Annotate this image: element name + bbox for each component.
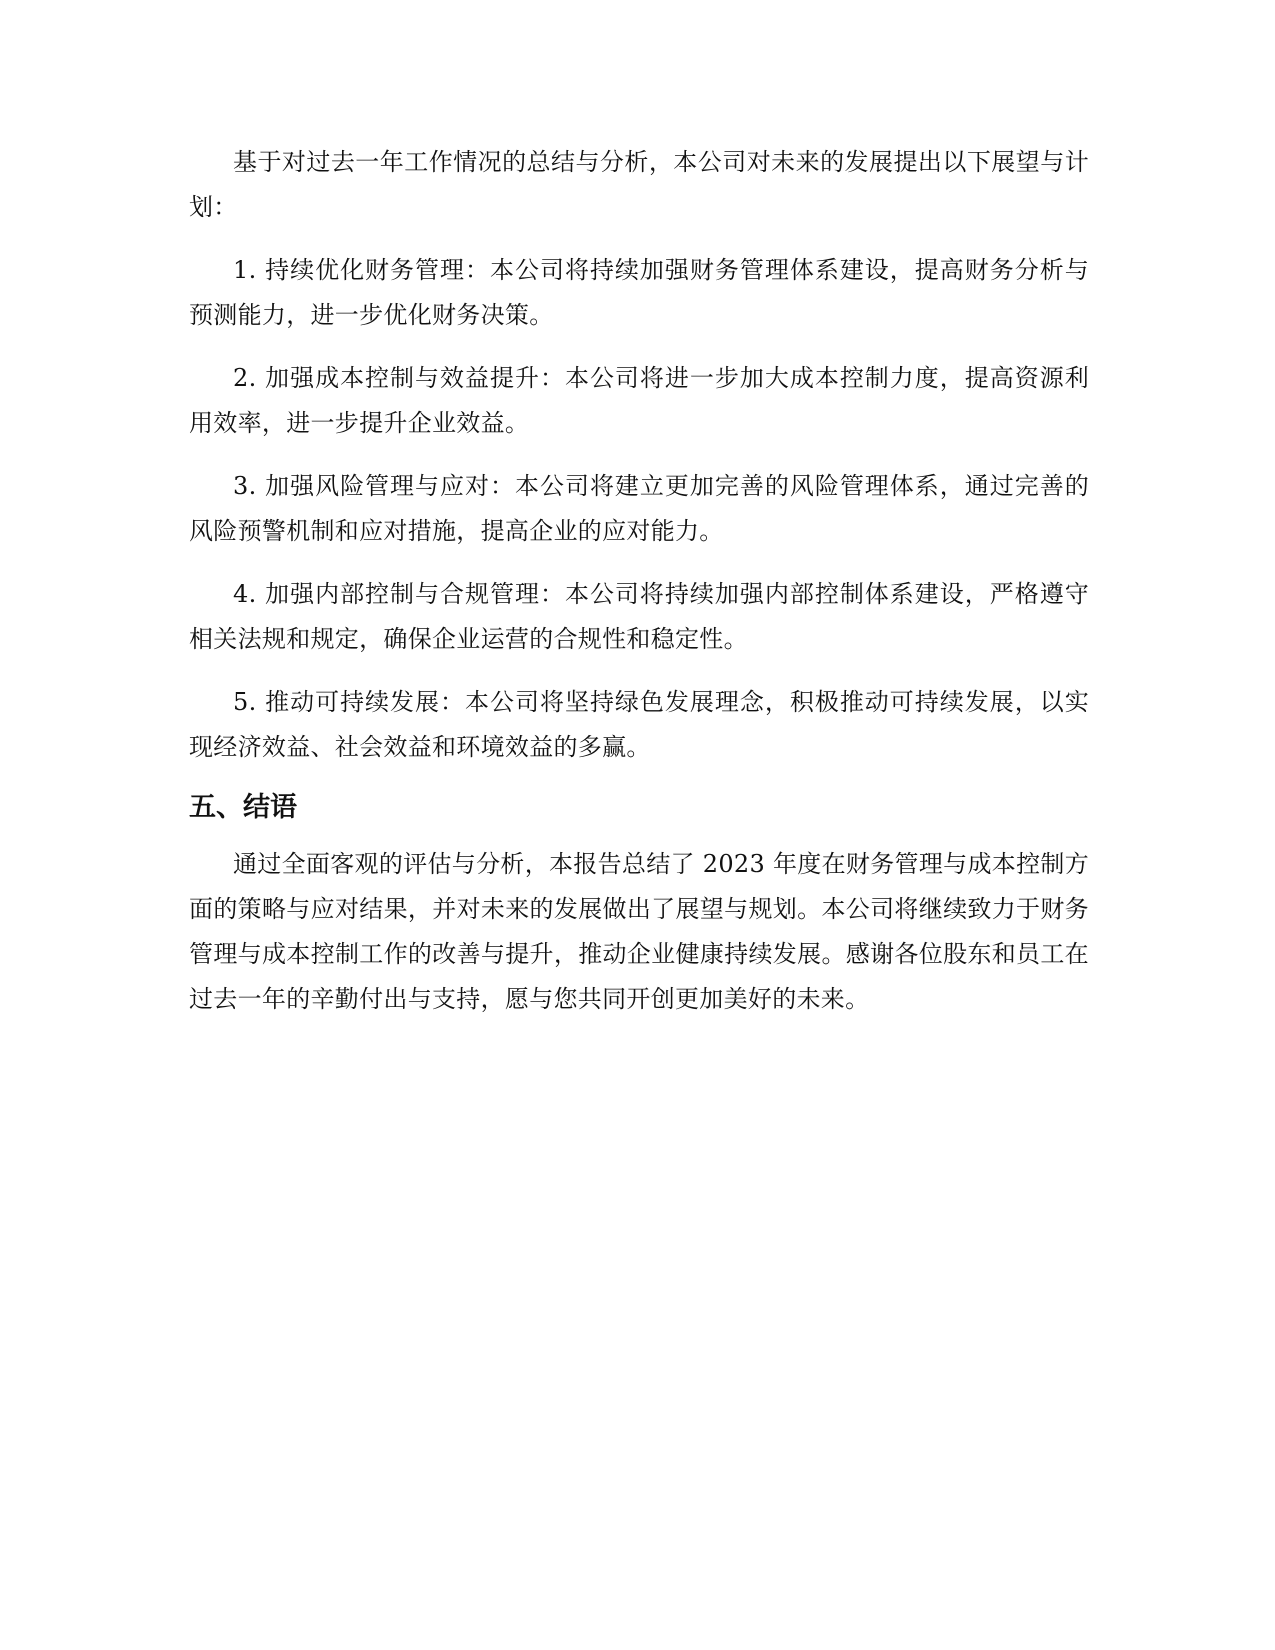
intro-paragraph: 基于对过去一年工作情况的总结与分析，本公司对未来的发展提出以下展望与计划：	[189, 148, 1089, 221]
plan-item-2: 2. 加强成本控制与效益提升：本公司将进一步加大成本控制力度，提高资源利用效率，进一步提升企业效益。	[189, 364, 1089, 437]
plan-item-1: 1. 持续优化财务管理：本公司将持续加强财务管理体系建设，提高财务分析与预测能力，进一步优化财务决策。	[189, 256, 1089, 329]
plan-item-5: 5. 推动可持续发展：本公司将坚持绿色发展理念，积极推动可持续发展，以实现经济效益、社会效益和环境效益的多赢。	[189, 688, 1089, 761]
section-heading-conclusion: 五、结语	[189, 792, 297, 823]
plan-item-3: 3. 加强风险管理与应对：本公司将建立更加完善的风险管理体系，通过完善的风险预警机制和应对措施，提高企业的应对能力。	[189, 472, 1089, 545]
conclusion-paragraph: 通过全面客观的评估与分析，本报告总结了 2023 年度在财务管理与成本控制方面的策略与应对结果，并对未来的发展做出了展望与规划。本公司将继续致力于财务管理与成本控制工作的改善与提升，推动企业健康持续发展。感谢各位股东和员工在过去一年的辛勤付出与支持，愿与您共同开创更加美好的未来。	[189, 850, 1089, 1013]
document-page	[189, 140, 1089, 1040]
plan-item-4: 4. 加强内部控制与合规管理：本公司将持续加强内部控制体系建设，严格遵守相关法规和规定，确保企业运营的合规性和稳定性。	[189, 580, 1089, 653]
